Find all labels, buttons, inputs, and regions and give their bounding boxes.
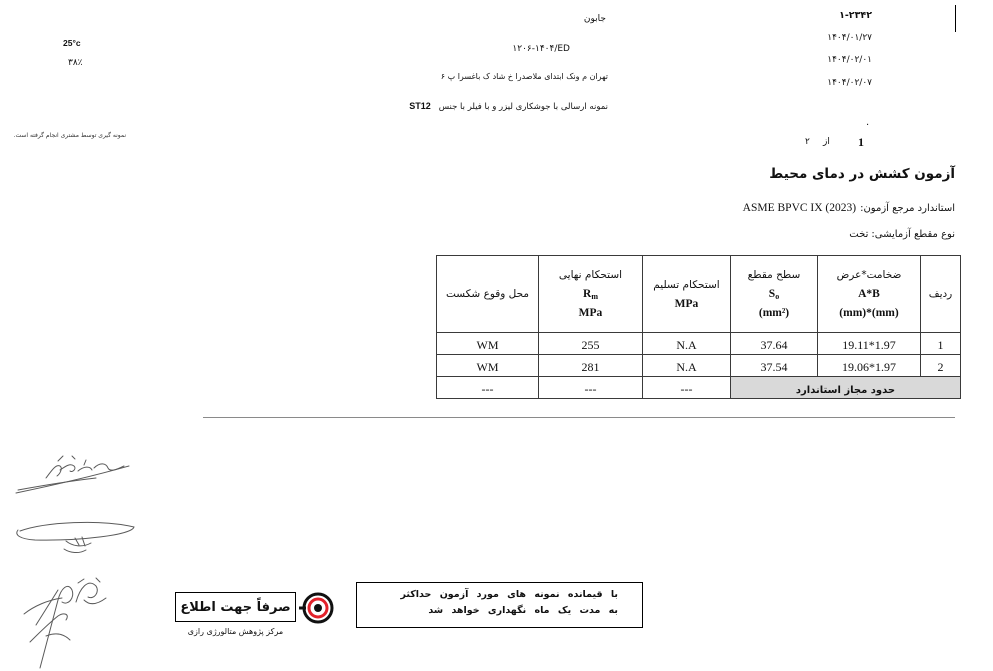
retention-notice [356,582,643,628]
header-yield-strength-unit: MPa [674,297,699,310]
top-rule [955,5,956,32]
header-area-symbol-main: S [768,288,776,300]
stamp-text: صرفاً جهت اطلاع [180,599,291,615]
temperature-value: 25°c [63,38,81,48]
cell-row-number [921,355,961,377]
lab-name: مرکز پژوهش متالورژی رازی [187,627,284,636]
cell-value: 255 [581,338,600,352]
header-ultimate-symbol-sub: m [591,292,598,301]
sampling-note: نمونه گیری توسط مشتری انجام گرفته است. [13,132,126,139]
limits-row [437,377,961,399]
header-dimensions-symbol: A*B [858,288,880,300]
cell-yield-strength [643,333,731,355]
header-area [731,256,818,333]
header-ultimate-symbol-main: R [583,288,592,300]
cell-value: N.A [676,338,697,352]
header-ultimate-strength-unit: MPa [578,307,603,319]
cell-value: --- [481,382,494,396]
table-row [437,355,961,377]
standard-label: استاندارد مرجع آزمون: [860,203,955,214]
table-header-row [437,256,961,333]
header-ultimate-strength-symbol [539,285,642,304]
header-area-label: سطح مقطع [747,269,801,281]
section-type [849,229,955,240]
info-only-stamp [175,592,296,622]
cell-fracture-location [437,333,539,355]
cell-value: WM [476,338,499,352]
limits-label: حدود مجاز استاندارد [795,385,896,396]
cell-value: --- [680,382,693,396]
date-line-3: ۱۴۰۴/۰۲/۰۷ [827,78,872,88]
limits-ultimate-strength [539,377,643,399]
customer-name: جابون [583,14,606,24]
sample-description-line [409,101,608,112]
header-yield-strength [643,256,731,333]
cell-value: 1 [937,338,944,352]
cell-ultimate-strength [539,333,643,355]
address-text: تهران م ونک ابتدای ملاصدرا خ شاد ک باغسرا پ ۶ [440,72,608,81]
cell-row-number [921,333,961,355]
table-row [437,333,961,355]
cell-ultimate-strength [539,355,643,377]
cell-dimensions [818,355,921,377]
header-dimensions [818,256,921,333]
report-number: ۱-۲۳۴۲ [839,10,872,21]
page-of-label: از [823,137,830,147]
cell-value: 37.54 [760,360,788,374]
cell-area [731,355,818,377]
logo-center [314,604,322,612]
test-standard [743,202,955,214]
limits-fracture-location [437,377,539,399]
header-area-symbol-sub: o [775,292,780,301]
header-yield-strength-label: استحکام تسلیم [653,278,720,291]
sample-description: نمونه ارسالی با جوشکاری لیزر و با فیلر با جنس [438,102,608,112]
cell-value: --- [584,382,597,396]
limits-yield-strength [643,377,731,399]
marker-dot: . [866,117,870,128]
cell-area [731,333,818,355]
header-ultimate-strength-label: استحکام نهایی [558,269,623,281]
header-area-unit: (mm²) [758,307,790,319]
header-dimensions-label: ضخامت*عرض [836,269,902,281]
cell-value: 281 [581,360,600,374]
cell-value: 2 [937,360,944,374]
standard-value: ASME BPVC IX (2023) [742,202,857,214]
header-area-symbol [731,285,817,304]
section-type-value: تخت [849,229,869,240]
cell-value: N.A [676,360,697,374]
test-title: آزمون کشش در دمای محیط [769,166,955,182]
header-row-number-label: ردیف [928,288,953,300]
header-row-number [921,256,961,333]
date-line-1: ۱۴۰۴/۰۱/۲۷ [827,33,872,43]
limits-label-cell [731,377,961,399]
cell-value: 37.64 [760,338,788,352]
header-dimensions-unit: (mm)*(mm) [839,307,899,319]
cell-dimensions [818,333,921,355]
page-total: ۲ [805,137,810,147]
lab-logo-icon [298,590,336,626]
humidity-value: ۳۸٪ [68,58,83,68]
section-type-label: نوع مقطع آزمایشی: [871,229,955,240]
date-line-2: ۱۴۰۴/۰۲/۰۱ [827,55,872,65]
cell-yield-strength [643,355,731,377]
signature-3 [24,578,106,668]
section-divider [203,417,955,418]
reference-code: ۱۲۰۶-۱۴۰۴/ED [512,44,570,54]
header-ultimate-strength [539,256,643,333]
signature-2 [17,522,134,552]
header-fracture-location-label: محل وقوع شکست [445,288,530,300]
signature-1 [16,456,129,493]
cell-value: WM [476,360,499,374]
material-grade: ST12 [409,101,431,111]
signatures [0,440,170,671]
header-fracture-location [437,256,539,333]
notice-line-1: با قیمانده نمونه های مورد آزمون حداکثر [400,589,618,600]
cell-fracture-location [437,355,539,377]
notice-line-2: به مدت یک ماه نگهداری خواهد شد [428,605,618,616]
cell-value: 19.11*1.97 [842,338,896,352]
page-current: 1 [858,135,864,149]
results-table [436,255,961,399]
cell-value: 19.06*1.97 [842,360,896,374]
